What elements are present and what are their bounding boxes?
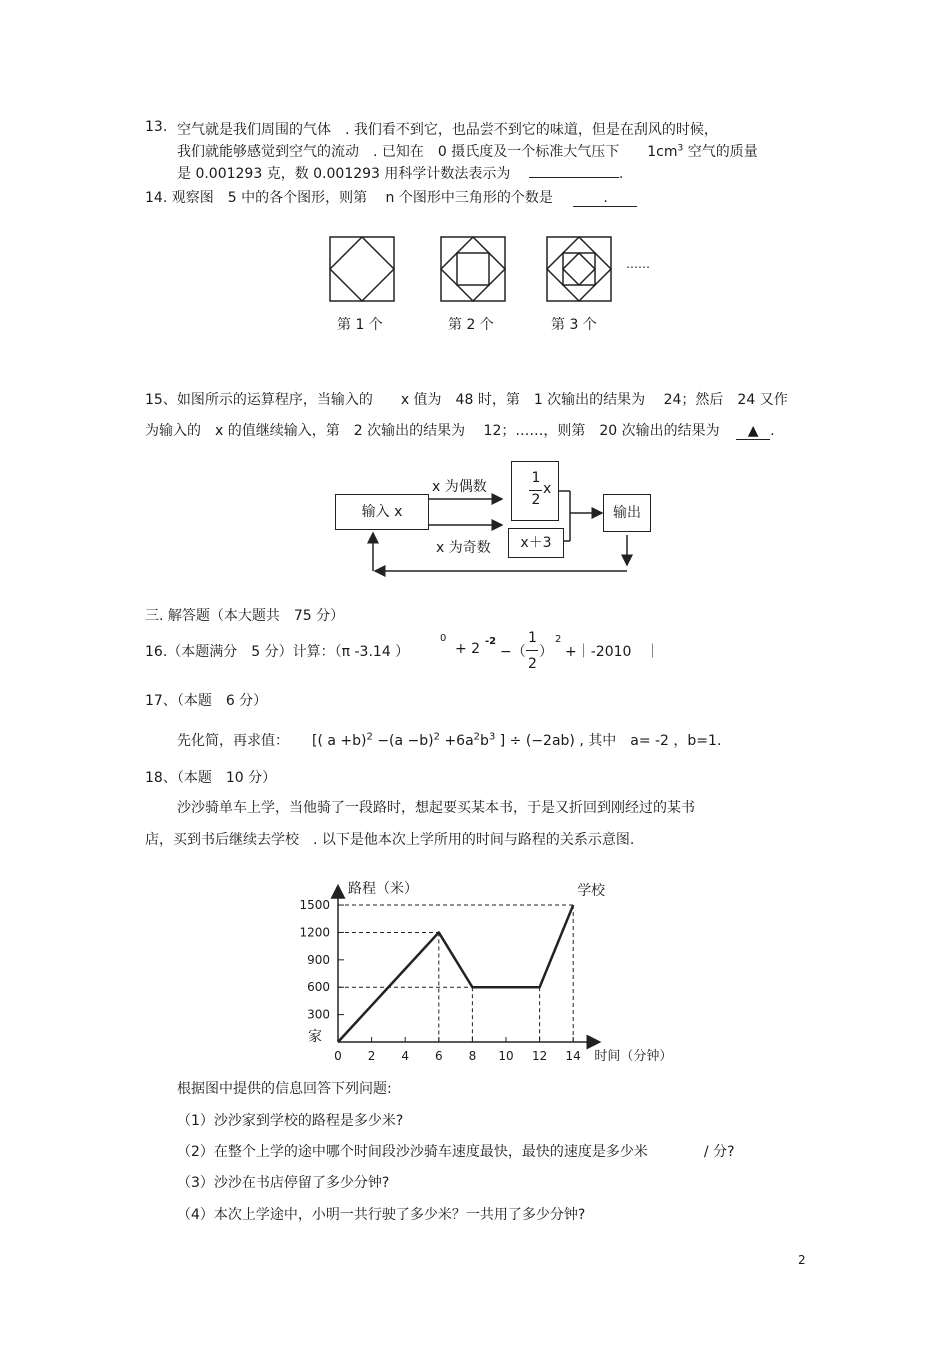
- figure-2-label: 第 2 个: [448, 317, 494, 333]
- input-box: [335, 494, 429, 530]
- q15-line2: [145, 420, 775, 440]
- q17-condition: 其中 a= -2 ，b=1.: [588, 733, 722, 749]
- chart-guides: [338, 905, 573, 1042]
- q13-answer-blank[interactable]: [529, 177, 619, 178]
- q13-line2-end: 空气的质量: [683, 144, 758, 160]
- q15-answer-blank[interactable]: [736, 423, 770, 440]
- output-box: [603, 494, 651, 532]
- distance-time-chart: [290, 860, 710, 1080]
- x-tick-label: 0: [334, 1049, 342, 1063]
- q16-fraction-bar: [526, 650, 538, 651]
- q14-text: 14. 观察图 5 中的各个图形，则第 n 个图形中三角形的个数是: [145, 190, 553, 206]
- q17-exp-c: 2: [473, 731, 481, 743]
- q13-unit: 1cm: [647, 144, 678, 160]
- q18-lead: 根据图中提供的信息回答下列问题:: [177, 1081, 392, 1097]
- q17-exp-d: 3: [488, 731, 496, 743]
- half-denominator: 2: [531, 492, 541, 508]
- q17-expr-c: +6a: [444, 733, 474, 749]
- q14-line: [145, 187, 637, 207]
- q17-expr-d: b: [480, 733, 489, 749]
- q16-prefix: 16.（本题满分 5 分）计算：（π -3.14 ）: [145, 644, 410, 660]
- q18-question-3: （3）沙沙在书店停留了多少分钟?: [177, 1175, 390, 1191]
- figure-3-label: 第 3 个: [551, 317, 597, 333]
- distance-line: [338, 905, 573, 1042]
- x-axis-label: 时间（分钟）: [594, 1049, 673, 1064]
- plus3-label: x＋3: [520, 535, 552, 551]
- q16-exp0: 0: [440, 633, 447, 644]
- figure-1: [330, 237, 394, 301]
- q15-line1: 15、如图所示的运算程序，当输入的 x 值为 48 时，第 1 次输出的结果为 24；然后 24 又作: [145, 392, 788, 408]
- school-label: 学校: [577, 883, 606, 900]
- q18-para2: 店，买到书后继续去学校 . 以下是他本次上学所用的时间与路程的关系示意图.: [145, 832, 635, 848]
- q13-period: .: [618, 166, 624, 182]
- even-label: x 为偶数: [432, 479, 487, 495]
- q18-question-1: （1）沙沙家到学校的路程是多少米?: [177, 1113, 404, 1129]
- figure-1-label: 第 1 个: [337, 317, 383, 333]
- q18-title: 18、（本题 10 分）: [145, 770, 277, 786]
- chart-axes: [338, 887, 598, 1042]
- q14-answer-blank[interactable]: [573, 190, 637, 207]
- q13-line1: 空气就是我们周围的气体 . 我们看不到它，也品尝不到它的味道，但是在刮风的时候，: [177, 122, 718, 138]
- plus3-box: [508, 528, 564, 558]
- q16-numerator: 1: [528, 630, 537, 646]
- x-tick-label: 4: [401, 1049, 410, 1063]
- y-tick-label: 600: [307, 980, 330, 995]
- q17-expression: [312, 730, 721, 750]
- half-variable: x: [543, 481, 552, 497]
- section3-heading: 三. 解答题（本大题共 75 分）: [145, 608, 345, 624]
- q17-expr-e: ] ÷ (−2ab) ,: [499, 733, 584, 749]
- page-number: 2: [798, 1253, 806, 1267]
- q13-line2: [177, 141, 758, 161]
- x-tick-label: 12: [531, 1049, 548, 1063]
- y-tick-label: 1500: [299, 898, 330, 913]
- q17-exp-a: 2: [366, 731, 373, 743]
- half-fraction-bar: [529, 490, 542, 491]
- q16-denominator: 2: [528, 656, 537, 672]
- q15-line2-text: 为输入的 x 的值继续输入，第 2 次输出的结果为 12；……，则第 20 次输出的结果为: [145, 423, 720, 439]
- figure-3: [547, 237, 611, 301]
- q18-question-2: （2）在整个上学的途中哪个时间段沙沙骑车速度最快，最快的速度是多少米 / 分?: [177, 1144, 735, 1160]
- q13-line3-text: 是 0.001293 克，数 0.001293 用科学计数法表示为: [177, 166, 511, 182]
- q16-exp2: 2: [555, 634, 562, 645]
- q13-unit-exponent: 3: [677, 143, 684, 154]
- q13-line2-text: 我们就能够感觉到空气的流动 . 已知在 0 摄氏度及一个标准大气压下: [177, 144, 648, 160]
- odd-label: x 为奇数: [436, 540, 491, 556]
- y-tick-label: 900: [307, 952, 330, 967]
- q17-lead: 先化简，再求值：: [177, 733, 289, 749]
- half-numerator: 1: [531, 470, 541, 486]
- x-tick-label: 8: [468, 1049, 477, 1063]
- q17-expr-a: [( a +b): [312, 733, 367, 749]
- q16-plus2: + 2: [455, 641, 481, 657]
- q16-abs: +｜-2010 ｜: [565, 644, 660, 660]
- q13-number: 13.: [145, 119, 168, 135]
- output-label: 输出: [613, 505, 641, 521]
- q17-expr-b: −(a −b): [377, 733, 434, 749]
- q14-period: .: [603, 190, 608, 206]
- triangle-icon: ▲: [747, 423, 759, 439]
- chart-labels: [308, 880, 672, 1064]
- q15-period: .: [770, 423, 775, 439]
- q14-ellipsis: ……: [626, 257, 650, 271]
- x-tick-label: 6: [434, 1049, 443, 1063]
- q18-question-4: （4）本次上学途中，小明一共行驶了多少米？一共用了多少分钟?: [177, 1207, 586, 1223]
- chart-series: [338, 905, 573, 1042]
- input-label: 输入 x: [361, 504, 403, 520]
- y-axis-label: 路程（米）: [348, 880, 418, 897]
- x-tick-label: 2: [367, 1049, 376, 1063]
- q13-line3: [177, 163, 623, 183]
- q16-exp-neg2: -2: [485, 636, 497, 647]
- x-tick-label: 10: [498, 1049, 514, 1063]
- figure-2: [441, 237, 505, 301]
- q16-minus: −（: [500, 644, 526, 660]
- origin-label: 家: [308, 1029, 322, 1045]
- x-tick-label: 14: [565, 1049, 581, 1063]
- q16-close: ）: [539, 644, 553, 660]
- q18-para1: 沙沙骑单车上学，当他骑了一段路时，想起要买某本书，于是又折回到刚经过的某书: [177, 800, 695, 816]
- y-tick-label: 300: [307, 1007, 330, 1022]
- half-x-box: [511, 461, 559, 521]
- q17-title: 17、（本题 6 分）: [145, 693, 268, 709]
- y-tick-label: 1200: [299, 925, 330, 940]
- q17-exp-b: 2: [433, 731, 440, 743]
